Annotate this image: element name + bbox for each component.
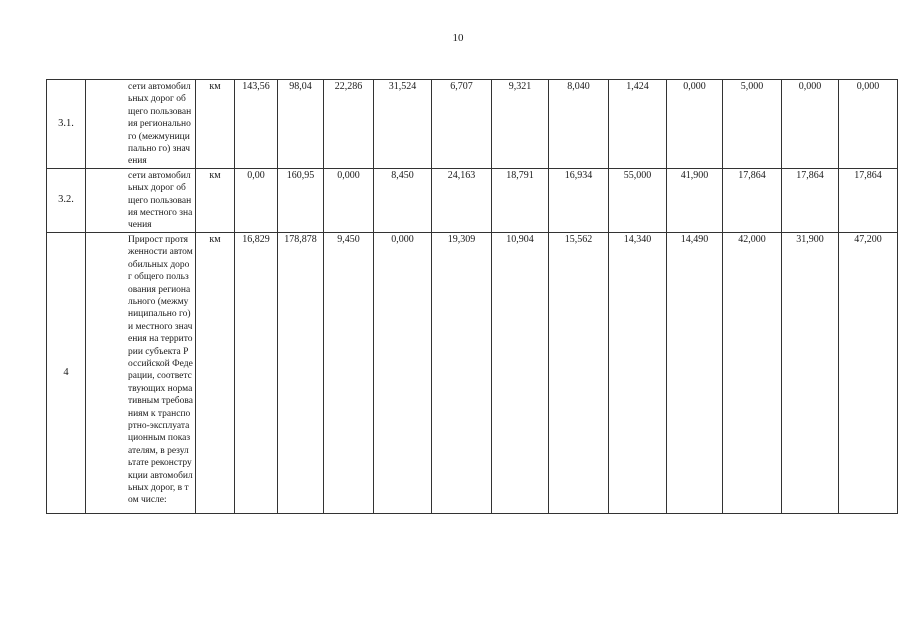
table-row bbox=[47, 168, 898, 232]
value-cell: 47,200 bbox=[839, 232, 898, 513]
row-unit: км bbox=[196, 80, 235, 169]
value-cell: 8,040 bbox=[549, 80, 609, 169]
value-cell: 14,490 bbox=[667, 232, 723, 513]
value-cell: 55,000 bbox=[609, 168, 667, 232]
value-cell: 98,04 bbox=[278, 80, 324, 169]
value-cell: 0,000 bbox=[667, 80, 723, 169]
row-number: 3.1. bbox=[47, 80, 86, 169]
value-cell: 17,864 bbox=[723, 168, 782, 232]
value-cell: 16,829 bbox=[235, 232, 278, 513]
value-cell: 0,000 bbox=[839, 80, 898, 169]
value-cell: 19,309 bbox=[432, 232, 492, 513]
value-cell: 15,562 bbox=[549, 232, 609, 513]
value-cell: 41,900 bbox=[667, 168, 723, 232]
row-number: 4 bbox=[47, 232, 86, 513]
value-cell: 24,163 bbox=[432, 168, 492, 232]
value-cell: 8,450 bbox=[374, 168, 432, 232]
value-cell: 18,791 bbox=[492, 168, 549, 232]
value-cell: 0,00 bbox=[235, 168, 278, 232]
value-cell: 31,900 bbox=[782, 232, 839, 513]
value-cell: 0,000 bbox=[782, 80, 839, 169]
value-cell: 6,707 bbox=[432, 80, 492, 169]
row-unit: км bbox=[196, 232, 235, 513]
indicator-table bbox=[46, 79, 898, 514]
value-cell: 17,864 bbox=[782, 168, 839, 232]
value-cell: 1,424 bbox=[609, 80, 667, 169]
value-cell: 14,340 bbox=[609, 232, 667, 513]
value-cell: 143,56 bbox=[235, 80, 278, 169]
value-cell: 10,904 bbox=[492, 232, 549, 513]
row-description: Прирост протяженности автомобильных дорог общего пользования регионального (межмуниципально го) и местного значения на территории субъекта Российской Федерации, соответствующих нормативным требованиям к транспортно-эксплуатационным показателям, в результате реконструкции автомобильных дорог, в том числе: bbox=[86, 232, 196, 513]
value-cell: 0,000 bbox=[374, 232, 432, 513]
value-cell: 178,878 bbox=[278, 232, 324, 513]
row-unit: км bbox=[196, 168, 235, 232]
table-row bbox=[47, 80, 898, 169]
value-cell: 0,000 bbox=[324, 168, 374, 232]
row-number: 3.2. bbox=[47, 168, 86, 232]
value-cell: 9,321 bbox=[492, 80, 549, 169]
row-description: сети автомобильных дорог общего пользования регионального (межмуниципально го) значения bbox=[86, 80, 196, 169]
value-cell: 17,864 bbox=[839, 168, 898, 232]
value-cell: 16,934 bbox=[549, 168, 609, 232]
value-cell: 22,286 bbox=[324, 80, 374, 169]
table-row bbox=[47, 232, 898, 513]
value-cell: 160,95 bbox=[278, 168, 324, 232]
value-cell: 9,450 bbox=[324, 232, 374, 513]
page-number: 10 bbox=[452, 32, 464, 44]
row-description: сети автомобильных дорог общего пользования местного значения bbox=[86, 168, 196, 232]
value-cell: 5,000 bbox=[723, 80, 782, 169]
value-cell: 42,000 bbox=[723, 232, 782, 513]
value-cell: 31,524 bbox=[374, 80, 432, 169]
